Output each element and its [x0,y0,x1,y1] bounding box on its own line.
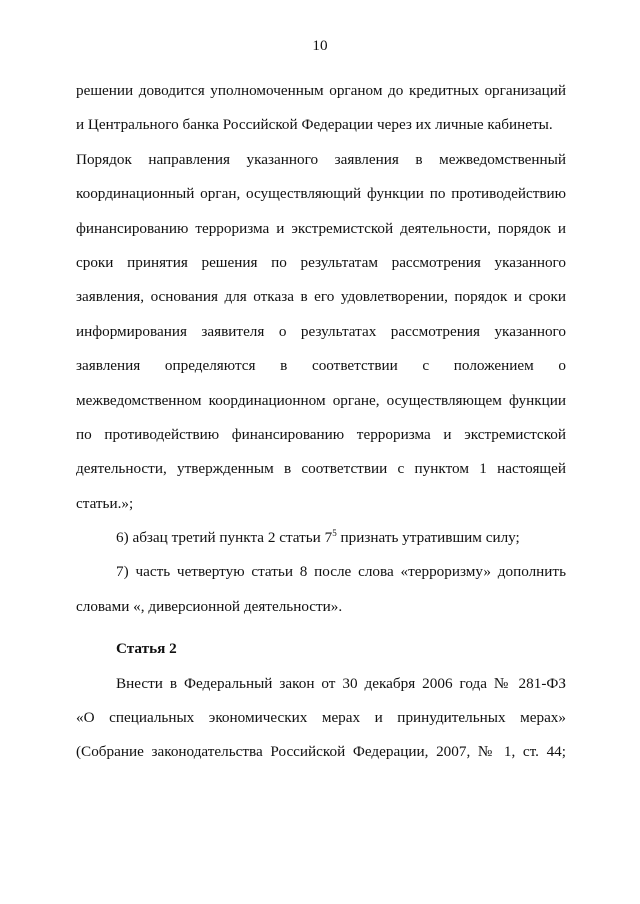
text-line: по противодействию финансированию терроризма и экстремистской [76,425,566,443]
page-number: 10 [312,37,328,54]
paragraph-continuation [76,74,566,521]
text-line: деятельности, утвержденным в соответствии с пунктом 1 настоящей [76,460,566,478]
text-line: заявления определяются в соответствии с положением о [76,357,566,375]
text-line: словами «, диверсионной деятельности». [76,597,343,615]
item-6-text-end: признать утратившим силу; [336,529,520,547]
text-line: координационный орган, осуществляющий функции по противодействию [76,185,566,203]
text-line: финансированию терроризма и экстремистской деятельности, порядок и [76,219,566,237]
item-6-text: 6) абзац третий пункта 2 статьи 7 [116,529,333,547]
item-6 [76,521,566,555]
text-line: (Собрание законодательства Российской Федерации, 2007, № 1, ст. 44; [76,743,566,761]
text-line: решении доводится уполномоченным органом до кредитных организаций [76,82,566,99]
item-7 [76,555,566,624]
item-6-superscript: 5 [332,528,337,539]
article-heading: Статья 2 [116,640,177,658]
text-line: сроки принятия решения по результатам рассмотрения указанного [76,253,566,271]
document-body [76,74,566,770]
text-line: информирования заявителя о результатах рассмотрения указанного [76,322,566,340]
text-line: 7) часть четвертую статьи 8 после слова «терроризму» дополнить [116,563,566,581]
text-line: «О специальных экономических мерах и принудительных мерах» [76,709,566,727]
text-line: и Центрального банка Российской Федерации через их личные кабинеты. [76,116,553,134]
text-line: заявления, основания для отказа в его удовлетворении, порядок и сроки [76,288,566,306]
text-line: Порядок направления указанного заявления в межведомственный [76,150,566,168]
text-line: статьи.»; [76,494,134,512]
text-line: Внести в Федеральный закон от 30 декабря 2006 года № 281-ФЗ [116,674,566,692]
text-line: межведомственном координационном органе, осуществляющем функции [76,391,566,409]
article-text [76,667,566,770]
